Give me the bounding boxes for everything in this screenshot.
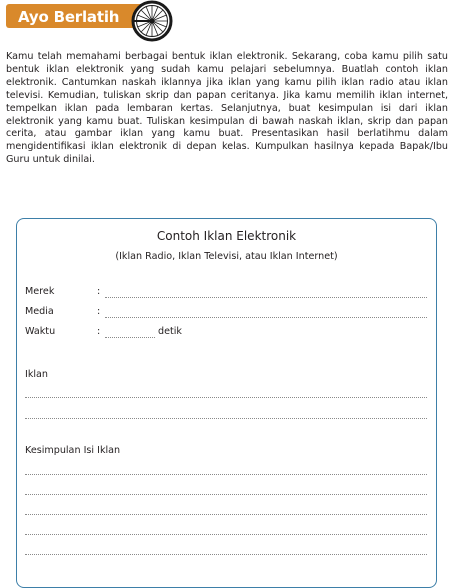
bicycle-wheel-icon	[116, 0, 174, 42]
intro-paragraph: Kamu telah memahami berbagai bentuk iklan elektronik. Sekarang, coba kamu pilih satu bentuk iklan elektronik yang sudah kamu pelajari sebelumnya. Buatlah contoh iklan elektronik. Cantumkan naskah iklannya jika iklan yang kamu pilih iklan radio atau iklan televisi. Kemudian, tuliskan skrip dan papan ceritanya. Jika kamu memilih iklan internet, tempelkan iklan pada lembaran kertas. Selanjutnya, buat kesimpulan isi dari iklan elektronik yang kamu buat. Tuliskan kesimpulan di bawah naskah iklan, skrip dan papan cerita, atau gambar iklan yang kamu buat. Presentasikan hasil berlatihmu dalam mengidentifikasi iklan elektronik di depan kelas. Kumpulkan hasilnya kepada Bapak/Ibu Guru untuk dinilai.	[6, 51, 448, 166]
badge-label: Ayo Berlatih	[18, 8, 120, 26]
merek-label: Merek	[25, 286, 55, 297]
kesimpulan-line-2[interactable]	[25, 494, 427, 495]
kesimpulan-label: Kesimpulan Isi Iklan	[25, 445, 121, 456]
iklan-line-1[interactable]	[25, 397, 427, 398]
merek-field[interactable]	[105, 297, 427, 298]
example-form-panel	[16, 218, 437, 588]
form-title: Contoh Iklan Elektronik	[156, 229, 297, 243]
kesimpulan-line-4[interactable]	[25, 534, 427, 535]
waktu-label: Waktu	[25, 326, 56, 337]
iklan-line-2[interactable]	[25, 418, 427, 419]
merek-colon: :	[97, 286, 101, 297]
media-label: Media	[25, 306, 54, 317]
kesimpulan-line-3[interactable]	[25, 514, 427, 515]
kesimpulan-line-1[interactable]	[25, 474, 427, 475]
kesimpulan-line-5[interactable]	[25, 554, 427, 555]
waktu-colon: :	[97, 326, 101, 337]
section-header	[0, 0, 190, 42]
media-field[interactable]	[105, 317, 427, 318]
media-colon: :	[97, 306, 101, 317]
waktu-field[interactable]	[105, 337, 155, 338]
iklan-label: Iklan	[25, 369, 49, 380]
form-subtitle: (Iklan Radio, Iklan Televisi, atau Iklan Internet)	[115, 251, 338, 262]
detik-unit: detik	[158, 326, 182, 337]
